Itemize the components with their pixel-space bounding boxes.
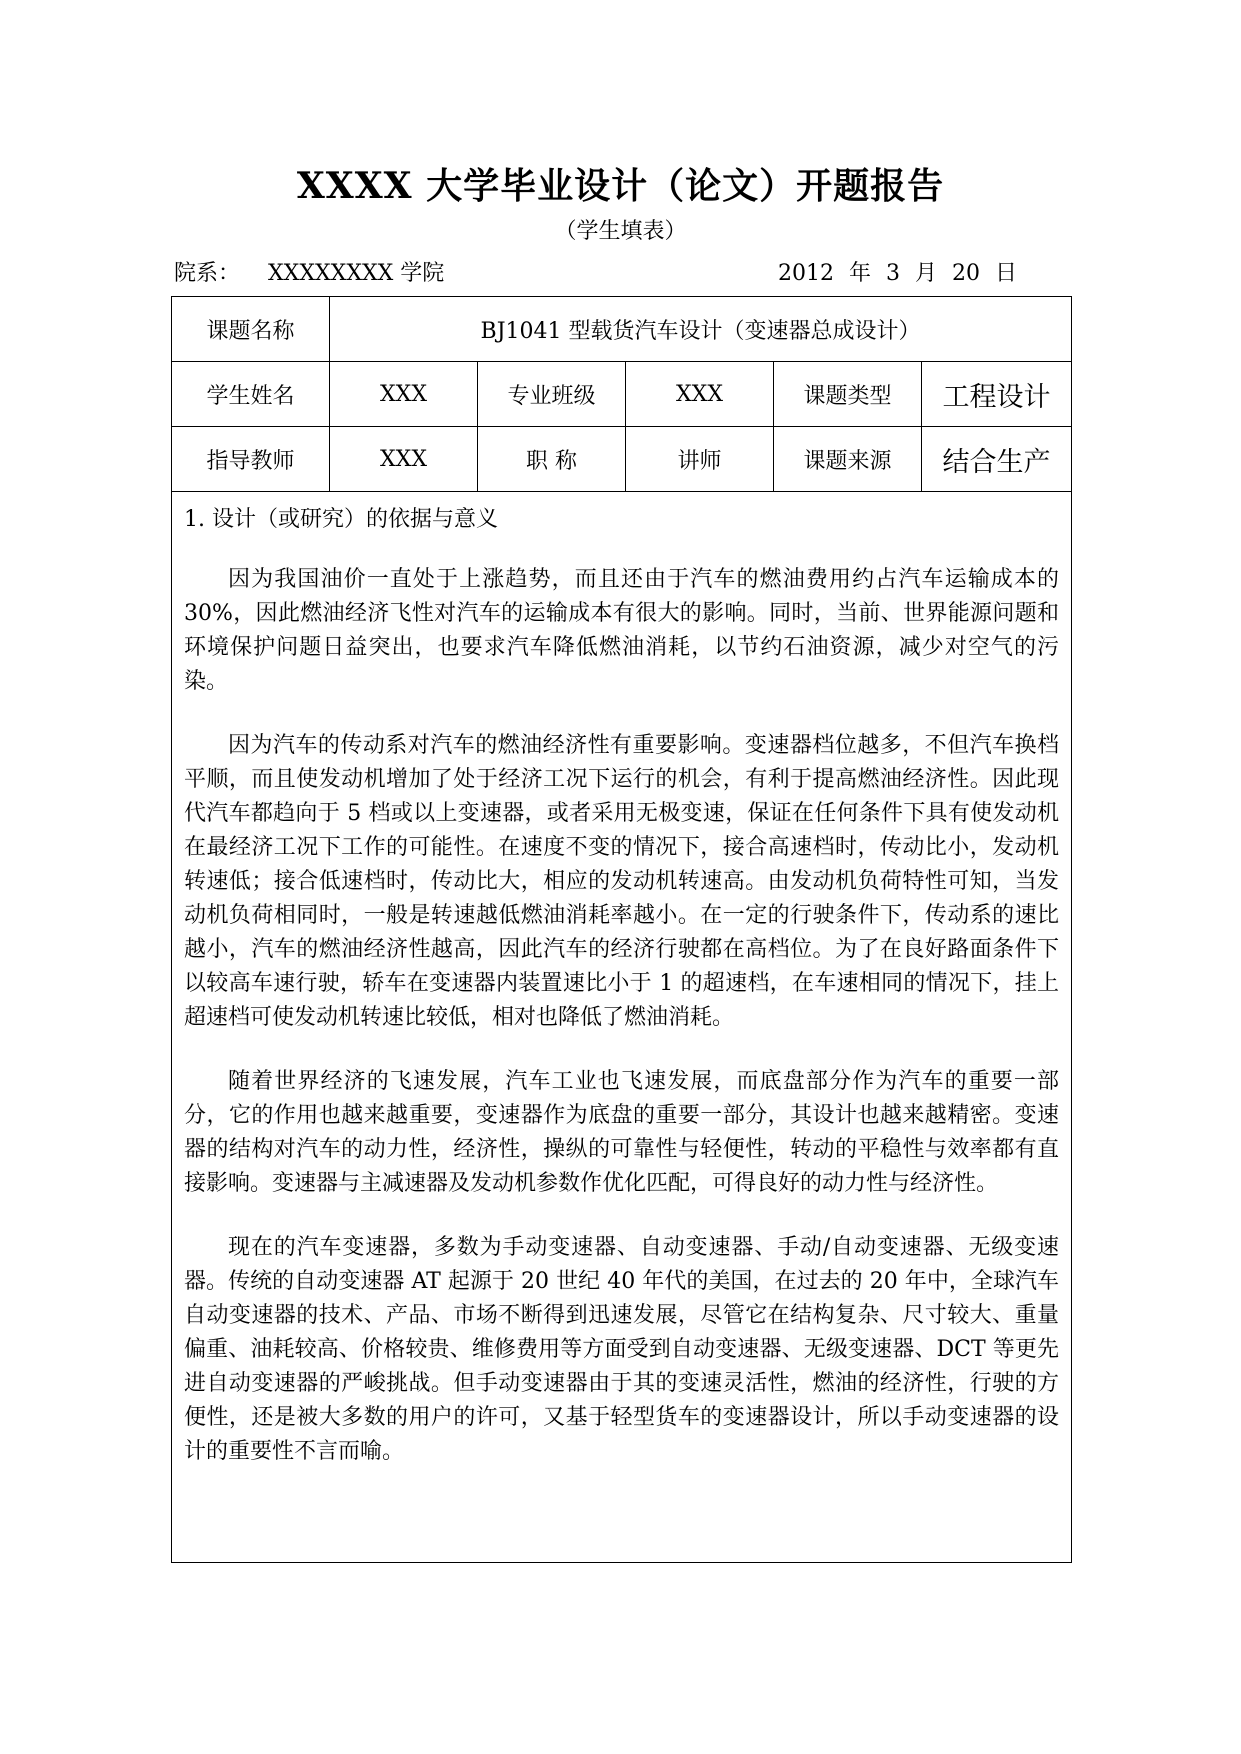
student-value: XXX <box>330 362 478 427</box>
department-line <box>174 256 444 287</box>
date-year-unit: 年 <box>848 261 871 286</box>
paragraph: 因为我国油价一直处于上涨趋势，而且还由于汽车的燃油费用约占汽车运输成本的 30%，因此燃油经济飞性对汽车的运输成本有很大的影响。同时，当前、世界能源问题和环境保护问题日益突出，也要求汽车降低燃油消耗，以节约石油资源，减少对空气的污染。 <box>184 567 1060 694</box>
student-label: 学生姓名 <box>172 362 330 427</box>
rank-label: 职 称 <box>478 427 626 492</box>
paragraph: 随着世界经济的飞速发展，汽车工业也飞速发展，而底盘部分作为汽车的重要一部分，它的作用也越来越重要，变速器作为底盘的重要一部分，其设计也越来越精密。变速器的结构对汽车的动力性，经济性，操纵的可靠性与轻便性，转动的平稳性与效率都有直接影响。变速器与主减速器及发动机参数作优化匹配，可得良好的动力性与经济性。 <box>184 1069 1060 1196</box>
topic-row <box>172 297 1072 362</box>
source-value: 结合生产 <box>922 427 1072 492</box>
date-month: 3 <box>885 261 900 286</box>
proposal-form-table <box>171 296 1072 1563</box>
date-day-unit: 日 <box>994 261 1017 286</box>
date-line <box>774 256 1021 287</box>
rank-value: 讲师 <box>626 427 774 492</box>
advisor-label: 指导教师 <box>172 427 330 492</box>
date-day: 20 <box>951 261 980 286</box>
type-value: 工程设计 <box>922 362 1072 427</box>
page-title: XXXX 大学毕业设计（论文）开题报告 <box>296 165 945 207</box>
paragraph: 因为汽车的传动系对汽车的燃油经济性有重要影响。变速器档位越多，不但汽车换档平顺，而且使发动机增加了处于经济工况下运行的机会，有利于提高燃油经济性。因此现代汽车都趋向于 5 档或以上变速器，或者采用无极变速，保证在任何条件下具有使发动机在最经济工况下工作的可能性。在速度不变的情况下，接合高速档时，传动比小，发动机转速低；接合低速档时，传动比大，相应的发动机转速高。由发动机负荷特性可知，当发动机负荷相同时，一般是转速越低燃油消耗率越小。在一定的行驶条件下，传动系的速比越小，汽车的燃油经济性越高，因此汽车的经济行驶都在高档位。为了在良好路面条件下以较高车速行驶，轿车在变速器内装置速比小于 1 的超速档，在车速相同的情况下，挂上超速档可使发动机转速比较低，相对也降低了燃油消耗。 <box>184 733 1060 1030</box>
date-month-unit: 月 <box>914 261 937 286</box>
advisor-value: XXX <box>330 427 478 492</box>
paragraph: 现在的汽车变速器，多数为手动变速器、自动变速器、手动/自动变速器、无级变速器。传统的自动变速器 AT 起源于 20 世纪 40 年代的美国，在过去的 20 年中，全球汽车自动变速器的技术、产品、市场不断得到迅速发展，尽管它在结构复杂、尺寸较大、重量偏重、油耗较高、价格较贵、维修费用等方面受到自动变速器、无级变速器、DCT 等更先进自动变速器的严峻挑战。但手动变速器由于其的变速灵活性，燃油的经济性，行驶的方便性，还是被大多数的用户的许可，又基于轻型货车的变速器设计，所以手动变速器的设计的重要性不言而喻。 <box>184 1235 1060 1464</box>
topic-label: 课题名称 <box>172 297 330 362</box>
student-row <box>172 362 1072 427</box>
topic-value: BJ1041 型载货汽车设计（变速器总成设计） <box>330 297 1072 362</box>
date-year: 2012 <box>777 261 834 286</box>
type-label: 课题类型 <box>774 362 922 427</box>
class-value: XXX <box>626 362 774 427</box>
source-label: 课题来源 <box>774 427 922 492</box>
advisor-row <box>172 427 1072 492</box>
content-cell <box>172 492 1072 1563</box>
department-label: 院系： <box>174 261 241 286</box>
section-heading: 1. 设计（或研究）的依据与意义 <box>184 507 498 532</box>
department-value: XXXXXXXX 学院 <box>268 261 445 286</box>
page-subtitle: （学生填表） <box>554 219 687 244</box>
class-label: 专业班级 <box>478 362 626 427</box>
content-row <box>172 492 1072 1563</box>
